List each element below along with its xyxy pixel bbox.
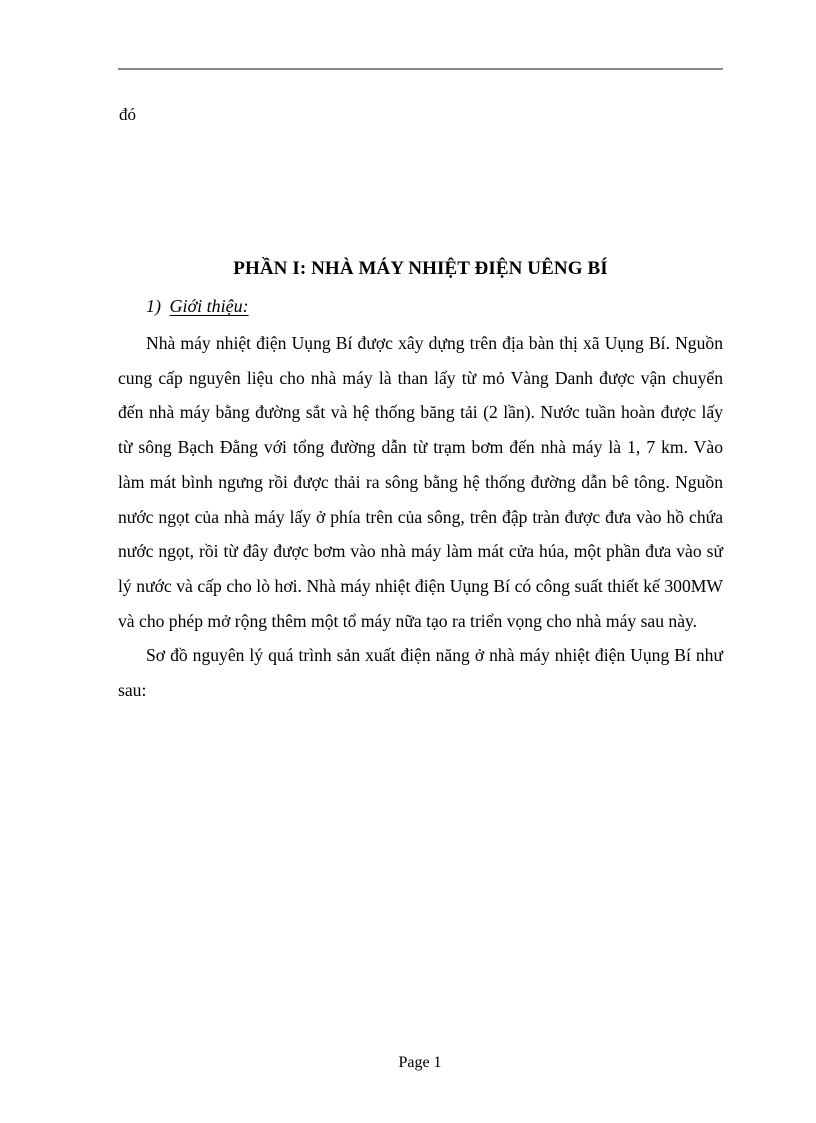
- section-heading: [146, 293, 249, 319]
- paragraph-introduction: Nhà máy nhiệt điện Uụng Bí được xây dựng trên địa bàn thị xã Uụng Bí. Nguồn cung cấp nguyên liệu cho nhà máy là than lấy từ mỏ Vàng Danh được vận chuyển đến nhà máy bằng đường sắt và hệ thống băng tải (2 lần). Nước tuần hoàn được lấy từ sông Bạch Đằng với tổng đường dẫn từ trạm bơm đến nhà máy là 1, 7 km. Vào làm mát bình ngưng rồi được thải ra sông bằng hệ thống đường dẫn bê tông. Nguồn nước ngọt của nhà máy lấy ở phía trên của sông, trên đập tràn được đưa vào hồ chứa nước ngọt, rồi từ đây được bơm vào nhà máy làm mát cửa húa, một phần đưa vào sử lý nước và cấp cho lò hơi. Nhà máy nhiệt điện Uụng Bí có công suất thiết kế 300MW và cho phép mở rộng thêm một tổ máy nữa tạo ra triển vọng cho nhà máy sau này.: [118, 333, 723, 631]
- body-text: [118, 326, 723, 708]
- continued-text: đó: [119, 105, 136, 124]
- part-title: PHẦN I: NHÀ MÁY NHIỆT ĐIỆN UÊNG BÍ: [233, 258, 608, 279]
- section-number: 1): [146, 296, 161, 316]
- header-rule: [118, 68, 723, 70]
- paragraph-diagram-intro: Sơ đồ nguyên lý quá trình sản xuất điện năng ở nhà máy nhiệt điện Uụng Bí như sau:: [118, 645, 723, 701]
- page-number: Page 1: [398, 1054, 442, 1071]
- section-title: Giới thiệu:: [169, 296, 249, 316]
